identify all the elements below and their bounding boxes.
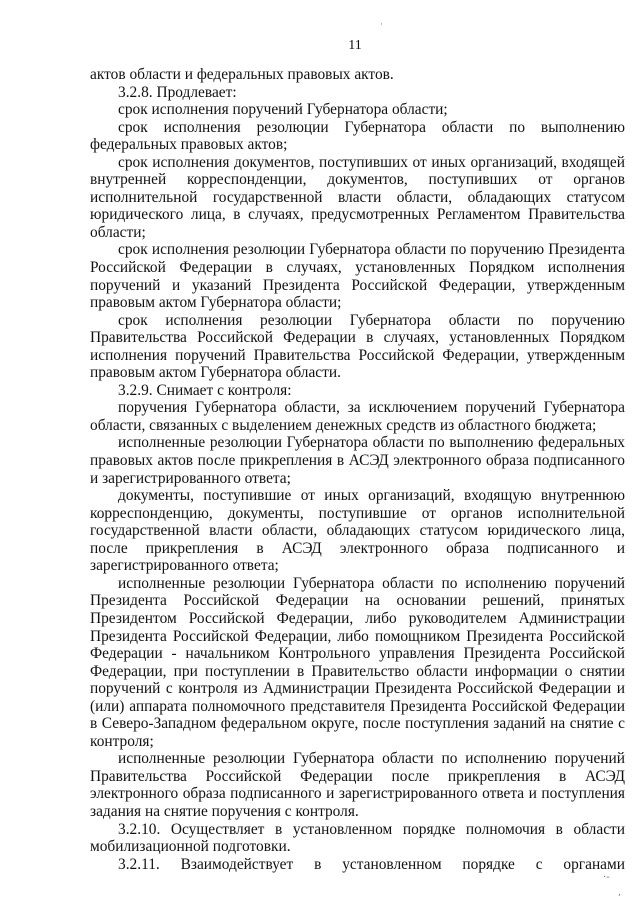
section-3-2-10: 3.2.10. Осуществляет в установленном порядке полномочия в области мобилизационной подготовки. — [90, 820, 625, 856]
paragraph: поручения Губернатора области, за исключением поручений Губернатора области, связанных с выделением денежных средств из областного бюджета; — [90, 399, 625, 434]
scan-speck: ·- — [603, 872, 610, 883]
document-body — [90, 66, 625, 873]
page-number: 11 — [348, 38, 362, 53]
paragraph: срок исполнения резолюции Губернатора области по выполнению федеральных правовых актов; — [90, 118, 625, 154]
section-3-2-11: 3.2.11. Взаимодействует в установленном порядке с органами — [118, 855, 625, 873]
paragraph: срок исполнения резолюции Губернатора области по поручению Президента Российской Федерации в случаях, установленных Порядком исполнения поручений и указаний Президента Российской Федерации, утвержденным правовым актом Губернатора области; — [90, 241, 625, 312]
paragraph: исполненные резолюции Губернатора области по исполнению поручений Президента Российской Федерации на основании решений, принятых Президентом Российской Федерации, либо руководителем Администрации Президента Российской Федерации, либо помощником Президента Российской Федерации - начальником Контрольного управления Президента Российской Федерации, при поступлении в Правительство области информации о снятии поручений с контроля из Администрации Президента Российской Федерации и (или) аппарата полномочного представителя Президента Российской Федерации в Северо-Западном федеральном округе, после поступления заданий на снятие с контроля; — [90, 574, 625, 750]
scan-speck: · — [380, 20, 383, 30]
paragraph: документы, поступившие от иных организаций, входящую внутреннюю корреспонденцию, документы, поступившие от органов исполнительной государственной власти области, обладающих статусом юридического лица, после прикрепления в АСЭД электронного образа подписанного и зарегистрированного ответа; — [90, 487, 625, 575]
paragraph: исполненные резолюции Губернатора области по выполнению федеральных правовых актов после прикрепления в АСЭД электронного образа подписанного и зарегистрированного ответа; — [90, 434, 625, 487]
paragraph-continuation: актов области и федеральных правовых актов. — [90, 66, 394, 83]
scan-speck: , — [618, 888, 621, 898]
paragraph: срок исполнения документов, поступивших от иных организаций, входящей внутренней корреспонденции, документов, поступивших от органов исполнительной государственной власти области, обладающих статусом юридического лица, в случаях, предусмотренных Регламентом Правительства области; — [90, 153, 625, 241]
paragraph: исполненные резолюции Губернатора области по исполнению поручений Правительства Российской Федерации после прикрепления в АСЭД электронного образа подписанного и зарегистрированного ответа и поступления задания на снятие поручения с контроля. — [90, 750, 625, 820]
paragraph: срок исполнения поручений Губернатора области; — [118, 101, 448, 119]
paragraph: срок исполнения резолюции Губернатора области по поручению Правительства Российской Федерации в случаях, установленных Порядком исполнения поручений Правительства Российской Федерации, утвержденным правовым актом Губернатора области. — [90, 311, 625, 382]
section-heading-3-2-9: 3.2.9. Снимает с контроля: — [118, 381, 292, 399]
section-heading-3-2-8: 3.2.8. Продлевает: — [118, 83, 237, 101]
